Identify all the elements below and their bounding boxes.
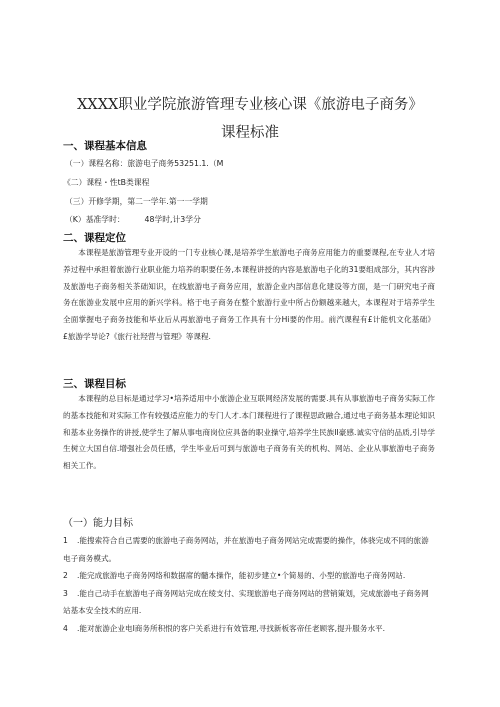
info-course-name: （一）课程名称：旅游电子商务53251.1.（M	[65, 159, 224, 168]
info-hours: （K）基准学时： 48学时,计3学分	[65, 215, 201, 224]
ability-goal-1: 1 .能搜索符合自己需要的旅游电子商务网站，并在旅游电子商务网站完成需要的操作，体骁完成不同的旅游电子商务模式。	[63, 536, 429, 563]
info-semester: （三）开修学期，第二一学年.第一一学期	[65, 197, 208, 206]
document-title-line2: 课程标准	[221, 125, 279, 141]
ability-goal-3: 3 .能自己动手在旅游电子商务网站完成在绫支付、实现旅游电子商务网站的营销策划，完成旅游电子商务网站基本安全技术的应用.	[63, 588, 429, 615]
objectives-paragraph	[63, 391, 435, 475]
document-title-line1: XXXX职业学院旅游管理专业核心课《旅游电子商务》	[77, 97, 423, 113]
info-course-type: 《二）课程・性tB类课程	[63, 178, 150, 187]
ability-goal-2: 2 .能完成旅游电子商务网络和数据席的髓本操作，能初步建立•个简易的、小型的旅游电子商务网站.	[63, 571, 406, 580]
objectives-text: 本课程的总目标是通过学习•培养适用中小旅游企业互联网经济发展的需要.具有从事旅游电子商务实际工作的基本技能和对实际工作有较强适应能力的专门人才.本门课程进行了课程思政融合,通过电子商务基本理论知识和基本业务操作的讲授,使学生了解从事电商岗位应具备的职业操守,培养学生民族II豪感.诚实守信的品质,引导学生树立大国自信.增强社会员任感，学生毕业后可到与旅游电子商务有关的机构、网站、企业从事旅游电子商务相关工作。	[63, 394, 435, 471]
positioning-text: 本课程是旅游管理专业开设的一门专业核心课,是培养学生旅游电子商务应用能力的重要课程,在专业人才培养过程中承担着旅游行业职业能力培养的职要任务,本课程讲授的内容是旅游电子化的31要组成部分，其内容涉及旅游电子商务相关茶础知识，在线旅游电子商务应用，旅游企业内部信息化建设等方面，是一门研究电子商务在旅游业发展中应用的新兴学科。格于电子商务在整个旅游行业中所占份额越来越大，本课程对于培养学生全面掌握电子商务技能和毕业后从再旅游电子商务工作具有十分Hi要的作用。前汽课程有£计能机文化基础》£旅游学导论?《旅行社羟营与管理》等课程.	[63, 248, 435, 341]
ability-goal-list	[63, 532, 435, 637]
section-heading-basic-info: 一、课程基本信息	[63, 140, 147, 152]
section-heading-positioning: 二、课程定位	[63, 232, 126, 244]
subheading-ability-goals: （一）能力目标	[63, 518, 133, 529]
section-heading-objectives: 三、课程目标	[63, 378, 126, 390]
positioning-paragraph	[63, 245, 435, 346]
ability-goal-4: 4 .能对旅游企业电I商务所积恨的客户关系进行有效管理,寻找新板客帝任老顾客,提升服务水平.	[63, 623, 386, 633]
